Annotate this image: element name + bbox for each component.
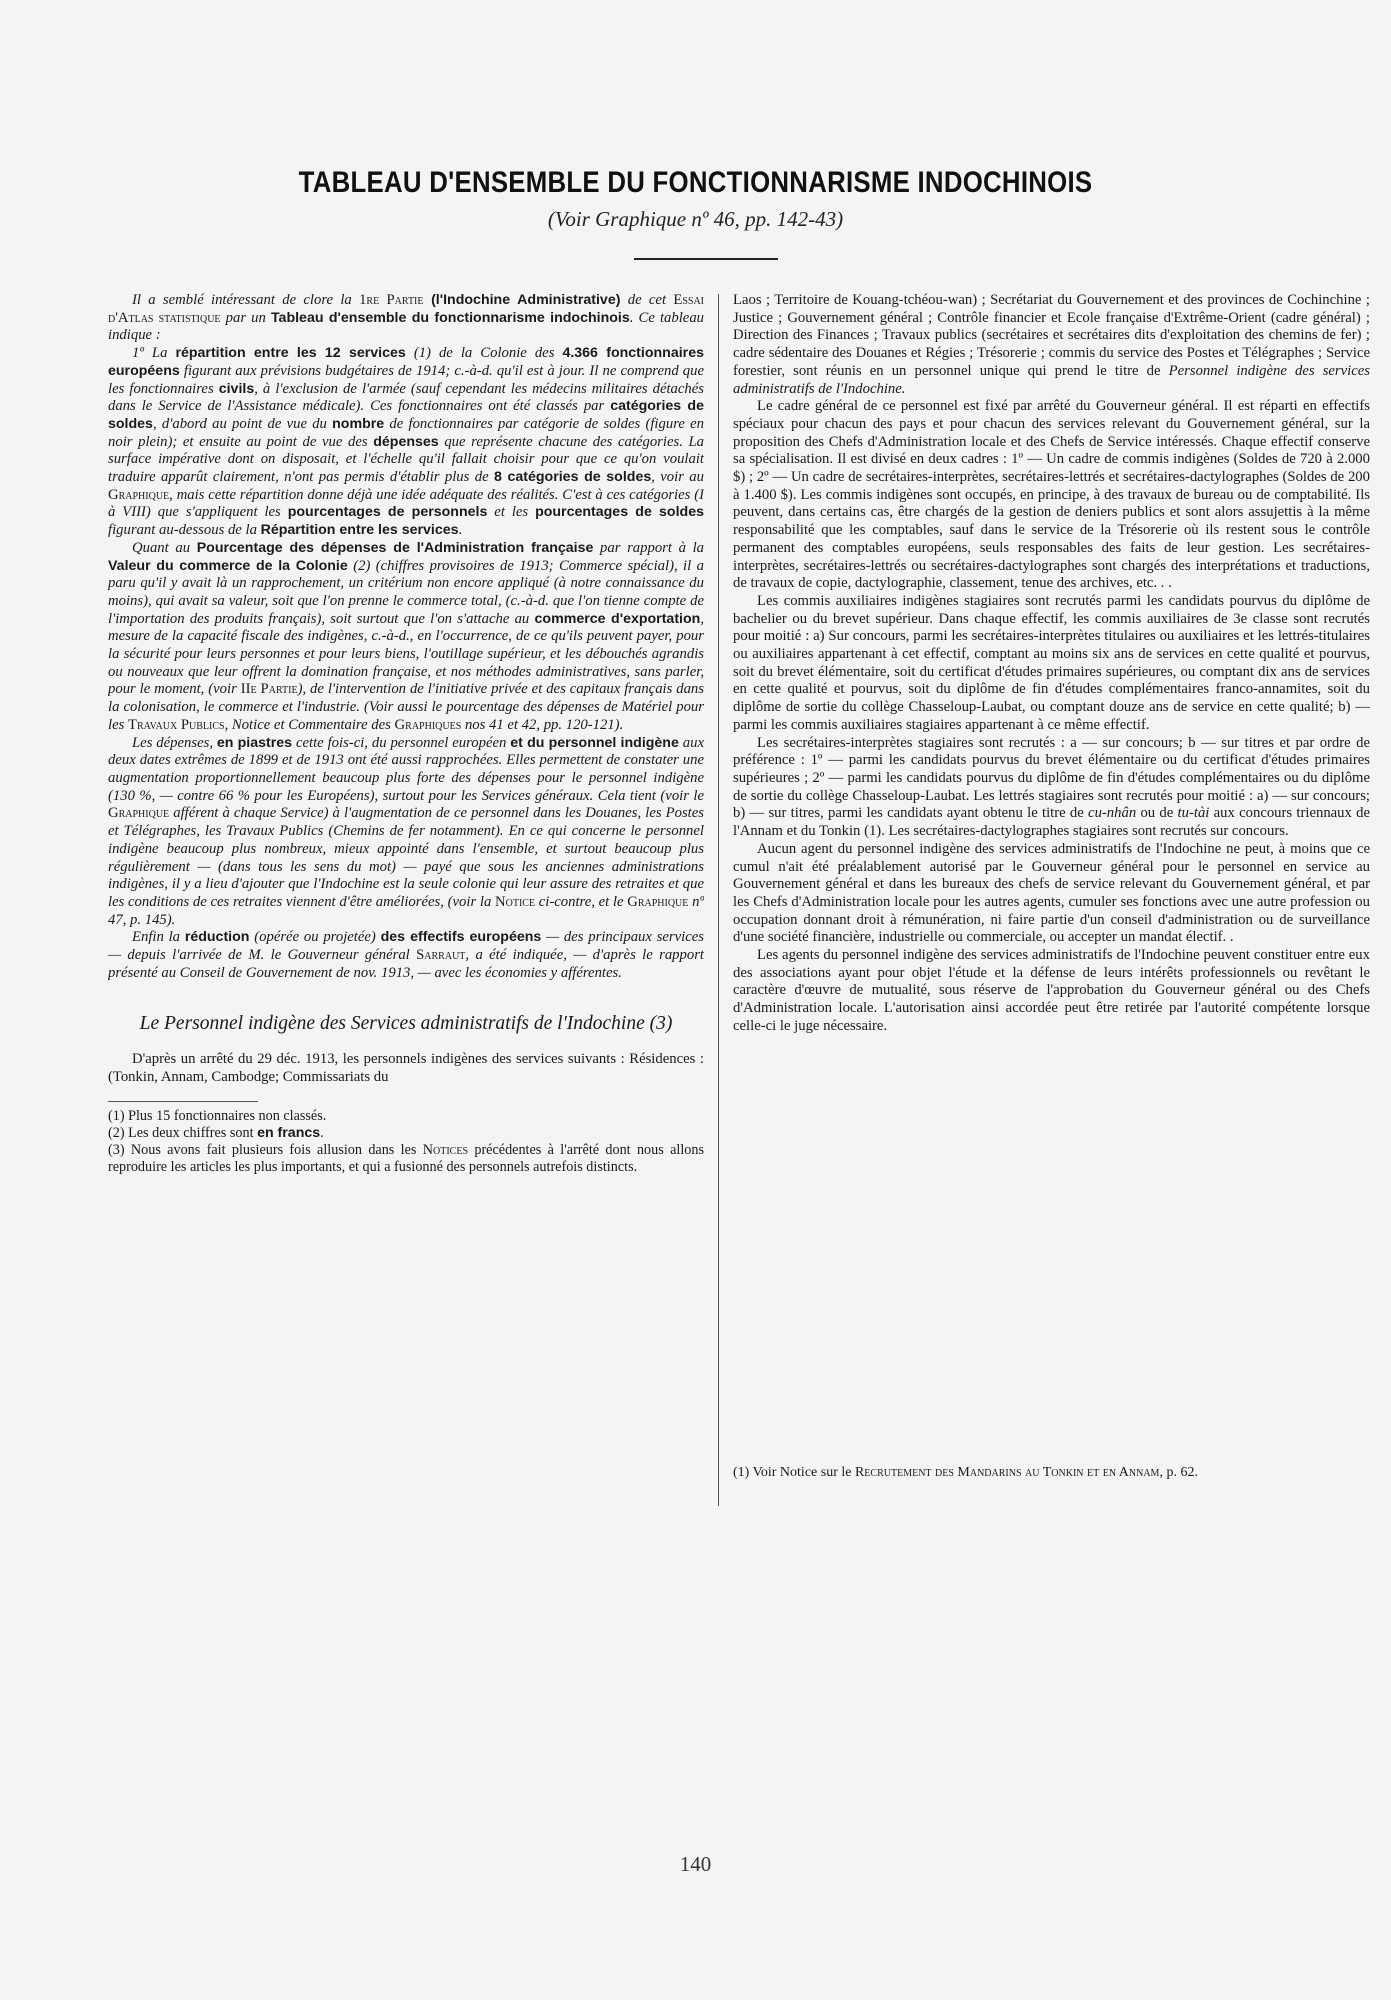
text-run: tu-tài (1177, 805, 1210, 822)
paragraph-depenses (108, 735, 704, 930)
text-run: , d'abord au point de vue du (152, 415, 333, 432)
text-run: cu-nhân (1088, 805, 1137, 822)
text-run: aux deux dates extrêmes de 1899 et de 1913 ont été aussi rapprochées. Elles permettent de constater une augmentation proportionnellement beaucoup plus forte des dépenses pour le personnel indigène (130 %, — contre 66 % pour les Européens), surtout pour les Services généraux. Cela tient (voir le (108, 734, 704, 804)
text-run: Enfin la (132, 929, 185, 946)
text-run: , mais cette répartition donne déjà une idée adéquate des réalités. C'est à ces catégories (I à VIII) que s'appliquent les (108, 486, 704, 521)
text-run: (l'Indochine Administrative) (423, 292, 621, 308)
paragraph-associations (733, 947, 1370, 1036)
paragraph-services-list (733, 292, 1370, 398)
paragraph-repartition (108, 345, 704, 540)
paragraph-reduction (108, 929, 704, 982)
text-run: (2) (chiffres provisoires de 1913; Commerce spécial), il a paru qu'il y avait là un rapprochement, un critérium non encore appliqué (à notre connaissance du moins), qui avait sa valeur, soit que l'on prenne le commerce total, (c.-à-d. que l'on tienne compte de l'importation des produits français), soit surtout que l'on s'attache au (108, 557, 704, 627)
text-run: réduction (184, 929, 250, 946)
text-run: Recrutement des Mandarins au Tonkin et en Annam (854, 1465, 1160, 1480)
text-run: et du personnel indigène (510, 734, 679, 751)
text-run: ou de (1136, 805, 1178, 822)
text-run: et les (487, 504, 536, 521)
text-run: commerce d'exportation (534, 610, 701, 627)
text-run: , p. 62. (1159, 1465, 1198, 1480)
text-run: , Notice et Commentaire des (224, 716, 395, 733)
footnotes (108, 1108, 704, 1176)
text-run: Les agents du personnel indigène des services administratifs de l'Indochine peuvent constituer entre eux des associations ayant pour objet l'étude et la défense de leurs intérêts professionnels ou revêtant le caractère d'œuvre de mutualité, sous réserve de l'approbation du Gouverneur général ou des Chefs d'Administration locale. L'autorisation ainsi accordée peut être retirée par l'autorité compétente lorsque celle-ci le juge nécessaire. (733, 947, 1370, 1034)
footnote-3: (3) Nous avons fait plusieurs fois allusion dans les Notices précédentes à l'arrêté dont nous allons reproduire les articles les plus importants, et qui a fusionné des personnels autrefois distincts. (108, 1141, 704, 1175)
text-run: catégories de soldes (108, 398, 704, 432)
paragraph-cadre-general (733, 398, 1370, 593)
text-run: Les dépenses, (132, 734, 217, 751)
paragraph-pourcentage (108, 540, 704, 735)
text-run: Valeur du commerce de la Colonie (108, 557, 348, 574)
text-run: Il a semblé intéressant de clore la (132, 292, 360, 308)
text-run: Le cadre général de ce personnel est fixé par arrêté du Gouverneur général. Il est réparti en effectifs spéciaux pour chacun des pays et pour chacun des services relevant du Gouvernement général, sur la proposition des Chefs d'Administration locale et des Chefs de Service intéressés. Chaque effectif conserve sa spécialisation. Il est divisé en deux cadres : 1º — Un cadre de commis indigènes (Soldes de 720 à 2.000 $) ; 2º — Un cadre de secrétaires-interprètes, secrétaires-lettrés et secrétaires-dactylographes (Soldes de 200 à 1.400 $). Les commis indigènes sont occupés, en principe, à des travaux de bureau ou de comptabilité. Ils peuvent, dans certains cas, être chargés de la gestion de deniers publics et sont alors assujettis à la même responsabilité que les comptables, sauf dans le service de la Trésorerie où ils restent sous le contrôle permanent des comptables européens, seuls responsables des faits de leur gestion. Les secrétaires-interprètes, secrétaires-lettrés ou secrétaires-dactylographes sont chargés des interprétations et traductions, de travaux de copie, dactylographie, classement, tenue des archives, etc. . . (733, 398, 1370, 592)
text-run: Personnel indigène des services administratifs de l'Indochine. (733, 362, 1370, 397)
text-run: , a été indiquée, — d'après le rapport présenté au Conseil de Gouvernement de nov. 1913, — avec les économies y afférentes. (108, 947, 704, 981)
text-run: civils (218, 380, 255, 397)
left-column (108, 292, 704, 1522)
title-rule (634, 258, 778, 260)
text-run: Laos ; Territoire de Kouang-tchéou-wan) ; Secrétariat du Gouvernement et des provinces de Cochinchine ; Justice ; Gouvernement général ; Contrôle financier et Ecole française d'Extrême-Orient (cadre général) ; Direction des Finances ; Travaux publics (secrétaires et secrétaires dits d'exploitation des chemins de fer) ; cadre sédentaire des Douanes et Régies ; Trésorerie ; commis du service des Postes et Télégraphes ; Service forestier, sont réunis en un personnel unique qui prend le titre de (733, 292, 1370, 379)
text-run: en piastres (216, 734, 293, 751)
text-run: par un (220, 309, 271, 326)
text-run: (1) de la Colonie des (405, 345, 563, 362)
text-run: Quant au (132, 539, 197, 556)
text-run: pourcentages de soldes (535, 504, 704, 521)
text-run: (1) Voir Notice sur le (733, 1465, 855, 1480)
right-column (733, 292, 1370, 1522)
text-run: Graphique (108, 805, 170, 822)
text-run: ci-contre, et le (535, 893, 628, 910)
footnote-1: (1) Plus 15 fonctionnaires non classés. (108, 1107, 327, 1124)
column-divider (718, 294, 719, 1506)
text-run: aux concours triennaux de l'Annam et du Tonkin (1). Les secrétaires-dactylographes stagiaires sont recrutés sur concours. (733, 805, 1370, 840)
text-run: . Ce tableau indique : (108, 309, 704, 344)
text-run: Graphique (627, 893, 689, 910)
text-run: ), de l'intervention de l'initiative privée et des capitaux français dans la colonisation, le commerce et l'industrie. (Voir aussi le pourcentage des dépenses de Matériel pour les (108, 681, 704, 733)
paragraph-commis-auxiliaires (733, 593, 1370, 735)
text-run: afférent à chaque Service) à l'augmentation de ce personnel dans les Douanes, les Postes et Télégraphes, les Travaux Publics (Chemins de fer notamment). En ce qui concerne le personnel indigène beaucoup plus nombreux, mieux appointé dans l'ensemble, et surtout beaucoup plus régulièrement — (dans tous les sens du mot) — payé que sous les anciennes administrations indigènes, il y a lieu d'ajouter que l'Indochine est la seule colonie qui leur assure des retraites et que les conditions de ces retraites viennent d'être améliorées, (voir la (108, 805, 704, 910)
text-run: de cet (620, 292, 674, 308)
paragraph-secretaires-interpretes (733, 735, 1370, 841)
text-run: Graphique (108, 486, 170, 503)
text-run: nº 47, p. 145). (108, 893, 704, 928)
text-run: Les commis auxiliaires indigènes stagiaires sont recrutés parmi les candidats pourvus du diplôme de bachelier ou du brevet supérieur. Dans chaque effectif, les commis auxiliaires de 3e classe sont recrutés pour moitié : a) Sur concours, parmi les secrétaires-interprètes titulaires ou auxiliaires et les lettrés-titulaires ou auxiliaires appartenant à cet effectif, comptant au moins six ans de services en cette qualité et pourvus, soit du brevet élémentaire, soit du certificat d'études primaires supérieures, ou comptant dix ans de services en cette qualité et pourvus, soit du diplôme de fin d'études complémentaires franco-annamites, soit du diplôme de sortie du collège Chasseloup-Laubat, ou comptant douze ans de service en cette qualité; b) — parmi les commis auxiliaires stagiaires appartenant à ce même effectif. (733, 592, 1370, 733)
text-run: nos 41 et 42, pp. 120-121). (461, 716, 624, 733)
paragraph-cumul (733, 841, 1370, 947)
text-run: des effectifs européens (380, 929, 542, 946)
section-paragraph: D'après un arrêté du 29 déc. 1913, les personnels indigènes des services suivants : Résidences : (Tonkin, Annam, Cambodge; Commissariats du (108, 1051, 704, 1086)
page-number: 140 (679, 1852, 712, 1876)
text-run: 8 catégories de soldes (493, 469, 652, 486)
text-run: Répartition entre les services (260, 522, 459, 539)
text-run: Pourcentage des dépenses de l'Administration française (196, 539, 594, 556)
page-title: TABLEAU D'ENSEMBLE DU FONCTIONNARISME INDOCHINOIS (298, 166, 1093, 199)
text-run: figurant au-dessous de la (108, 522, 261, 539)
text-run: Notice (495, 893, 536, 910)
text-run: Graphiques (394, 716, 462, 733)
text-run: que représente chacune des catégories. La surface impérative dont on disposait, et l'échelle qu'il fallait choisir pour que ce qu'on voulait traduire apparût clairement, n'ont pas permis d'établir plus de (108, 433, 704, 486)
text-run: , voir au (651, 469, 704, 486)
text-run: Tableau d'ensemble du fonctionnarisme indochinois (270, 309, 630, 326)
text-run: Sarraut (416, 947, 466, 964)
text-run: figurant aux prévisions budgétaires de 1914; c.-à-d. qu'il est à jour. Il ne comprend que les fonctionnaires (108, 362, 704, 397)
text-run: 1re Partie (359, 292, 424, 308)
text-run: pourcentages de personnels (287, 504, 488, 521)
text-run: dépenses (373, 433, 439, 450)
text-run: — des principaux services — depuis l'arrivée de M. le Gouverneur général (108, 929, 704, 964)
intro-paragraph (108, 292, 704, 345)
text-run: Les secrétaires-interprètes stagiaires sont recrutés : a — sur concours; b — sur titres et par ordre de préférence : 1º — parmi les candidats pourvus du brevet élémentaire ou du certificat d'études primaires supérieures ; 2º — parmi les candidats pourvus du diplôme de fin d'études complémentaires ou du diplôme de sortie du collège Chasseloup-Laubat. Les lettrés stagiaires sont recrutés pour moitié : a) — sur concours; b) — sur titres, parmi les candidats ayant obtenu le titre de (733, 734, 1370, 822)
text-run: 4.366 fonctionnaires européens (108, 345, 704, 379)
text-run: (opérée ou projetée) (249, 929, 381, 946)
section-title: Le Personnel indigène des Services administratifs de l'Indochine (3) (139, 1013, 673, 1035)
text-run: par rapport à la (593, 539, 704, 556)
text-run: , à l'exclusion de l'armée (sauf cependant les médecins militaires détachés dans le Service de l'Assistance médicale). Ces fonctionnaires ont été classés par (108, 380, 704, 415)
footnote-rule (108, 1101, 258, 1102)
text-run: 1º La (132, 345, 176, 362)
right-footnote (733, 1464, 1370, 1481)
text-run: , mesure de la capacité fiscale des indigènes, c.-à-d., en l'occurrence, de ce qu'ils peuvent payer, pour la sécurité pour leurs personnes et pour leurs biens, l'outillage supérieur, et les débouchés agrandis ou nouveaux que leur offrent la domination française, et nos méthodes administratives, sans parler, pour le moment, (voir (108, 610, 704, 698)
text-run: répartition entre les 12 services (175, 345, 406, 362)
text-run: de fonctionnaires par catégorie de soldes (figure en noir plein); et ensuite au point de vue des (108, 415, 704, 450)
page-subtitle: (Voir Graphique nº 46, pp. 142-43) (547, 207, 844, 231)
text-run: Aucun agent du personnel indigène des services administratifs de l'Indochine ne peut, à moins que ce cumul n'ait été préalablement autorisé par le Gouverneur général pour le personnel en service au Gouvernement général et dans les bureaux des chefs de service relevant du Gouvernement général, et par les Chefs d'Administration locale pour les autres agents, cumuler ses fonctions avec une autre profession ou occupation donnant droit à rémunération, ni faire partie d'un conseil d'administration ou de surveillance d'une société financière, industrielle ou commerciale, ou accepter un mandat électif. . (733, 840, 1370, 946)
text-run: Essai d'Atlas statistique (108, 292, 704, 326)
text-run: cette fois-ci, du personnel européen (292, 734, 511, 751)
text-run: . (458, 522, 463, 539)
footnote-2: (2) Les deux chiffres sont en francs. (108, 1124, 324, 1141)
text-run: nombre (332, 415, 385, 432)
text-run: Travaux Publics (128, 716, 225, 733)
text-run: IIe Partie (240, 681, 298, 698)
